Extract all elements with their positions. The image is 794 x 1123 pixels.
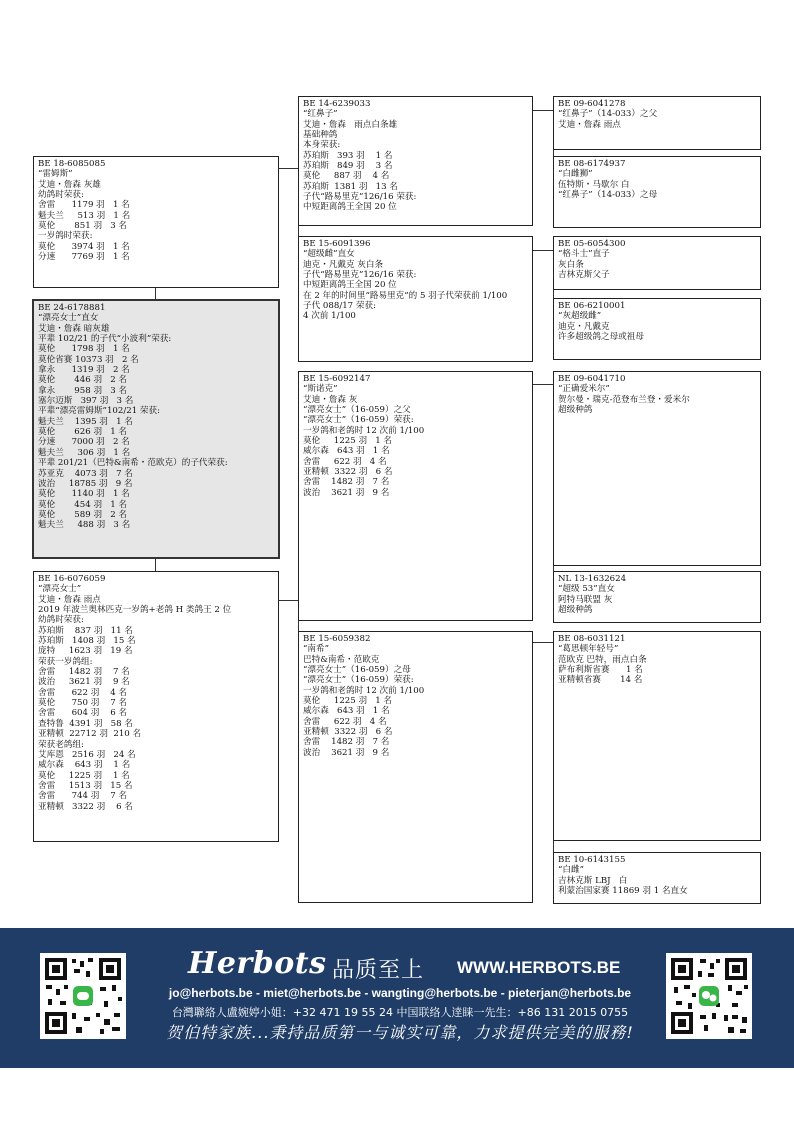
pedigree-line: 舍雷 1513 羽 15 名 <box>38 780 133 791</box>
pedigree-line: 莫伦 3974 羽 1 名 <box>38 241 130 252</box>
ring-number: BE 09-6041710 <box>558 374 626 384</box>
pedigree-line: 波治 3621 羽 9 名 <box>38 677 130 688</box>
family-motto: 贺伯特家族...秉持品质第一与诚实可靠，力求提供完美的服務! <box>166 1023 634 1042</box>
pedigree-line: 苏珀斯 849 羽 3 名 <box>303 161 393 172</box>
ring-number: BE 14-6239033 <box>303 99 371 109</box>
pedigree-line: 幼鸽时荣获: <box>38 615 84 626</box>
pedigree-line: 魁夫兰 306 羽 1 名 <box>38 447 131 458</box>
pedigree-line: “红鼻子”（14-033）之母 <box>558 190 658 201</box>
pedigree-line: 阿特马联盟 灰 <box>558 594 613 605</box>
pedigree-line: 亚精顿 3322 羽 6 名 <box>38 801 133 812</box>
pedigree-line: “灰超级雌” <box>558 311 602 322</box>
pedigree-line: “白雌” <box>558 865 584 876</box>
pedigree-line: 波治 3621 羽 9 名 <box>303 747 390 758</box>
ring-number: BE 18-6085085 <box>38 159 106 169</box>
pedigree-line: 4 次前 1/100 <box>303 311 356 322</box>
pedigree-line: 利蒙治国家赛 11869 羽 1 名直女 <box>558 886 688 897</box>
pedigree-line: 巴特&南希・范欧克 <box>303 654 380 665</box>
pedigree-line: “白雌狮” <box>558 169 593 180</box>
great-grandparent-7-box <box>553 631 761 841</box>
pedigree-line: 拿永 1319 羽 2 名 <box>38 365 130 376</box>
brand-logo: Herbots <box>188 946 327 981</box>
pedigree-line: “漂亮女士”直女 <box>38 313 99 324</box>
pedigree-line: 波治 3621 羽 9 名 <box>303 487 390 498</box>
ring-number: BE 08-6031121 <box>558 634 626 644</box>
pedigree-line: 中短距离鸽王全国 20 位 <box>303 280 397 291</box>
pedigree-line: 在 2 年的时间里“路易里克”的 5 羽子代荣获前 1/100 <box>303 290 508 301</box>
pedigree-line: 吉林克斯父子 <box>558 270 610 281</box>
pedigree-line: “南希” <box>303 644 329 655</box>
pedigree-line: “红鼻子”（14-033）之父 <box>558 109 658 120</box>
pedigree-line: 塞尔迈斯 397 羽 3 名 <box>38 396 134 407</box>
great-grandparent-3-box <box>553 236 761 290</box>
pedigree-line: 艾库恩 2516 羽 24 名 <box>38 749 136 760</box>
connector-gp1-gg <box>533 110 553 111</box>
pedigree-line: 一岁鸽和老鸽时 12 次前 1/100 <box>303 685 425 696</box>
ring-number: BE 15-6059382 <box>303 634 371 644</box>
pedigree-line: 莫伦 851 羽 3 名 <box>38 221 128 232</box>
pedigree-line: 莫伦 1140 羽 1 名 <box>38 489 130 500</box>
pedigree-line: 子代 088/17 荣获: <box>303 301 376 312</box>
pedigree-line: “漂亮女士”（16-059）荣获: <box>303 675 414 686</box>
ring-number: BE 24-6178881 <box>38 303 106 313</box>
pedigree-line: “格斗士”直子 <box>558 249 610 260</box>
pedigree-line: “超级 53”直女 <box>558 584 615 595</box>
pedigree-line: 舍雷 1179 羽 1 名 <box>38 200 130 211</box>
pedigree-line: 萨布利斯省赛 1 名 <box>558 665 643 676</box>
pedigree-line: 莫伦 446 羽 2 名 <box>38 375 128 386</box>
pedigree-line: 艾迪・詹森 灰雄 <box>38 179 101 190</box>
pedigree-line: 本身荣获: <box>303 140 341 151</box>
pedigree-line: 威尔森 643 羽 1 名 <box>303 446 390 457</box>
pedigree-line: 苏珀斯 393 羽 1 名 <box>303 150 393 161</box>
pedigree-line: 苏珀斯 837 羽 11 名 <box>38 625 133 636</box>
connector-gp4-gg <box>533 642 553 643</box>
pedigree-line: 莫伦 1225 羽 1 名 <box>303 436 393 447</box>
pedigree-line: “葛思顿年轻号” <box>558 644 619 655</box>
sire-dam-box <box>298 236 533 362</box>
ring-number: BE 15-6091396 <box>303 239 371 249</box>
pedigree-line: 波治 18785 羽 9 名 <box>38 478 133 489</box>
pedigree-line: 莫伦省赛 10373 羽 2 名 <box>38 354 139 365</box>
pedigree-line: 莫伦 1225 羽 1 名 <box>303 696 393 707</box>
website-link[interactable]: WWW.HERBOTS.BE <box>457 958 621 977</box>
pedigree-line: 子代“路易里克”126/16 荣获: <box>303 192 417 203</box>
pedigree-line: “漂亮女士”（16-059）之母 <box>303 665 411 676</box>
pedigree-line: 荣获老鸽组: <box>38 739 84 750</box>
pedigree-line: 平辈 102/21 的子代“小波利”荣获: <box>38 334 172 345</box>
connector-dam-gp <box>279 600 298 601</box>
pedigree-line: 迪克・凡戴克 灰白条 <box>303 259 384 270</box>
pedigree-line: “斯诺克” <box>303 384 338 395</box>
ring-number: BE 09-6041278 <box>558 99 626 109</box>
pedigree-line: 莫伦 1798 羽 1 名 <box>38 344 130 355</box>
pedigree-line: 苏珀斯 1408 羽 15 名 <box>38 636 136 647</box>
pedigree-line: 范欧克 巴特，雨点白条 <box>558 654 647 665</box>
contact-emails[interactable]: jo@herbots.be - miet@herbots.be - wangting@herbots.be - pieterjan@herbots.be <box>168 986 632 1000</box>
pedigree-line: “漂亮女士” <box>38 584 82 595</box>
pedigree-line: 亚精顿 22712 羽 210 名 <box>38 729 142 740</box>
pedigree-line: 一岁鸽和老鸽时 12 次前 1/100 <box>303 425 425 436</box>
pedigree-line: 吉林克斯 LBJ 白 <box>558 875 628 886</box>
pedigree-line: 威尔森 643 羽 1 名 <box>38 760 131 771</box>
sire-box <box>33 156 279 288</box>
pedigree-line: 庞特 1623 羽 19 名 <box>38 646 133 657</box>
connector-gp3-gg <box>533 384 553 385</box>
pedigree-line: 舍雷 1482 羽 7 名 <box>303 477 390 488</box>
pedigree-line: “红鼻子” <box>303 109 338 120</box>
pedigree-line: 艾迪・詹森 暗灰雄 <box>38 323 110 334</box>
pedigree-line: 艾迪・詹森 雨点 <box>558 119 621 130</box>
pedigree-line: 荣获一岁鸽组: <box>38 656 93 667</box>
great-grandparent-6-box <box>553 571 761 623</box>
sire-sire-box <box>298 96 533 226</box>
great-grandparent-1-box <box>553 96 761 150</box>
pedigree-line: 分速 7769 羽 1 名 <box>38 252 130 263</box>
pedigree-line: 莫伦 589 羽 2 名 <box>38 509 128 520</box>
great-grandparent-4-box <box>553 298 761 360</box>
pedigree-line: 舍雷 1482 羽 7 名 <box>38 667 130 678</box>
pedigree-line: 贺尔曼・瑞克-范登布兰登・爱米尔 <box>558 394 690 405</box>
ring-number: NL 13-1632624 <box>558 574 627 584</box>
pedigree-line: “漂亮女士”（16-059）荣获: <box>303 415 414 426</box>
pedigree-line: 莫伦 750 羽 7 名 <box>38 698 128 709</box>
ring-number: BE 16-6076059 <box>38 574 106 584</box>
dam-box <box>33 571 279 842</box>
great-grandparent-2-box <box>553 156 761 228</box>
pedigree-line: 一岁鸽时荣获: <box>38 231 93 242</box>
great-grandparent-5-box <box>553 371 761 566</box>
pedigree-line: 迪克・凡戴克 <box>558 321 610 332</box>
pedigree-line: 超级种鸽 <box>558 605 593 616</box>
pedigree-line: “雷姆斯” <box>38 169 73 180</box>
pedigree-line: 拿永 958 羽 3 名 <box>38 385 128 396</box>
pedigree-line: 魁夫兰 513 羽 1 名 <box>38 210 131 221</box>
pedigree-line: 子代“路易里克”126/16 荣获: <box>303 270 417 281</box>
line-qr-code-icon <box>40 953 126 1039</box>
pedigree-line: 舍雷 622 羽 4 名 <box>303 456 387 467</box>
pedigree-line: 平辈 201/21（巴特&南希・范欧克）的子代荣获: <box>38 458 228 469</box>
ring-number: BE 06-6210001 <box>558 301 626 311</box>
pedigree-line: 2019 年波兰奥林匹克一岁鸽+老鸽 H 类鸽王 2 位 <box>38 605 232 616</box>
pedigree-line: 舍雷 622 羽 4 名 <box>303 716 387 727</box>
pedigree-line: 亚精顿 3322 羽 6 名 <box>303 467 393 478</box>
connector-sire-gp <box>279 168 298 169</box>
pedigree-line: 幼鸽时荣获: <box>38 190 84 201</box>
pedigree-line: 灰白条 <box>558 259 584 270</box>
connector-gp2-gg <box>533 250 553 251</box>
pedigree-line: 威尔森 643 羽 1 名 <box>303 706 390 717</box>
pedigree-line: 莫伦 626 羽 1 名 <box>38 427 128 438</box>
wechat-qr-code-icon <box>666 953 752 1039</box>
pedigree-line: 舍雷 622 羽 4 名 <box>38 687 128 698</box>
pedigree-line: 基础种鸽 <box>303 130 338 141</box>
pedigree-line: 亚精顿 3322 羽 6 名 <box>303 727 393 738</box>
pedigree-line: 魁夫兰 1395 羽 1 名 <box>38 416 133 427</box>
pedigree-line: 苏亚克 4073 羽 7 名 <box>38 468 133 479</box>
connector-subject-dam <box>155 558 156 572</box>
dam-sire-box <box>298 371 533 621</box>
dam-dam-box <box>298 631 533 903</box>
ring-number: BE 08-6174937 <box>558 159 626 169</box>
pedigree-line: 舍雷 1482 羽 7 名 <box>303 737 390 748</box>
pedigree-line: 亚精顿省赛 14 名 <box>558 675 643 686</box>
pedigree-line: 魁夫兰 488 羽 3 名 <box>38 520 131 531</box>
pedigree-line: 伍特斯・马歇尔 白 <box>558 179 630 190</box>
pedigree-line: “漂亮女士”（16-059）之父 <box>303 405 411 416</box>
ring-number: BE 10-6143155 <box>558 855 626 865</box>
subject-pigeon-box <box>32 299 280 559</box>
ring-number: BE 05-6054300 <box>558 239 626 249</box>
brand-slogan: 品质至上 <box>332 958 425 983</box>
pedigree-line: 平辈“漂亮雷姆斯”102/21 荣获: <box>38 406 160 417</box>
pedigree-line: 查特鲁 4391 羽 58 名 <box>38 718 133 729</box>
pedigree-line: 莫伦 454 羽 1 名 <box>38 499 128 510</box>
contact-phones: 台灣聯絡人盧婉婷小姐：+32 471 19 55 24 中国联络人逹睐一先生：+86 131 2015 0755 <box>171 1006 629 1019</box>
great-grandparent-8-box <box>553 852 761 904</box>
pedigree-line: 艾迪・詹森 雨点 <box>38 594 101 605</box>
pedigree-line: “超级雌”直女 <box>303 249 355 260</box>
pedigree-line: 苏珀斯 1381 羽 13 名 <box>303 181 398 192</box>
pedigree-line: 舍雷 744 羽 7 名 <box>38 791 128 802</box>
ring-number: BE 15-6092147 <box>303 374 371 384</box>
pedigree-line: 许多超级鸽之母或祖母 <box>558 332 644 343</box>
pedigree-line: 艾迪・詹森 灰 <box>303 394 358 405</box>
pedigree-line: 分速 7000 羽 2 名 <box>38 437 130 448</box>
pedigree-line: 艾迪・詹森 雨点白条雄 <box>303 119 398 130</box>
pedigree-line: 舍雷 604 羽 6 名 <box>38 708 128 719</box>
pedigree-line: 莫伦 1225 羽 1 名 <box>38 770 130 781</box>
pedigree-line: “正确爱米尔” <box>558 384 610 395</box>
pedigree-line: 超级种鸽 <box>558 405 593 416</box>
pedigree-line: 莫伦 887 羽 4 名 <box>303 171 390 182</box>
pedigree-line: 中短距离鸽王全国 20 位 <box>303 202 397 213</box>
